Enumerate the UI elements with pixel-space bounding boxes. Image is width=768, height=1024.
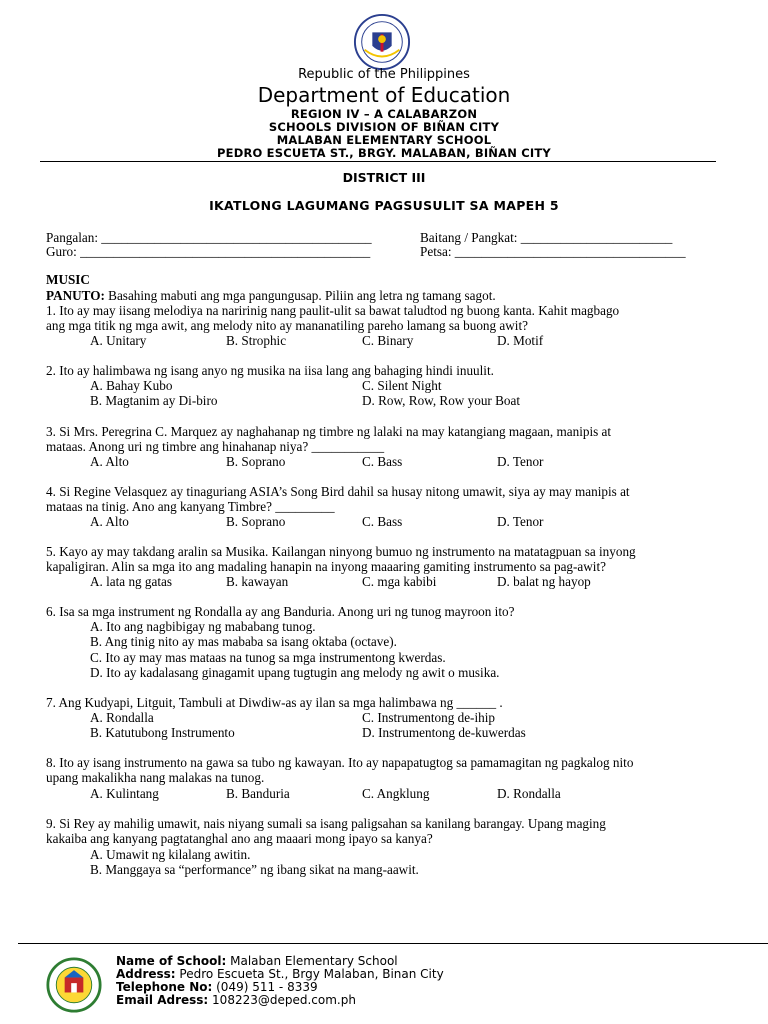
- question-3-line-2: mataas. Anong uri ng timbre ang hinahanap niya? ___________: [46, 439, 385, 454]
- question-6-choice-b[interactable]: B. Ang tinig nito ay mas mababa sa isang oktaba (octave).: [90, 634, 397, 649]
- question-2-line-1: 2. Ito ay halimbawa ng isang anyo ng musika na iisa lang ang bahaging hindi inuulit.: [46, 363, 494, 378]
- question-4-choice-c[interactable]: C. Bass: [362, 514, 403, 529]
- question-3-choice-a[interactable]: A. Alto: [90, 454, 129, 469]
- question-3-choice-b[interactable]: B. Soprano: [226, 454, 286, 469]
- question-1-choice-d[interactable]: D. Motif: [497, 333, 544, 348]
- instructions: [46, 288, 496, 303]
- question-7-choice-a[interactable]: A. Rondalla: [90, 710, 154, 725]
- question-8-choice-c[interactable]: C. Angklung: [362, 786, 430, 801]
- footer-address-value: Pedro Escueta St., Brgy Malaban, Binan City: [175, 967, 444, 981]
- question-9-choice-b[interactable]: B. Manggaya sa “performance” ng ibang sikat na mang-aawit.: [90, 862, 419, 877]
- question-4-choice-a[interactable]: A. Alto: [90, 514, 129, 529]
- question-2-choice-a[interactable]: A. Bahay Kubo: [90, 378, 173, 393]
- grade-field[interactable]: Baitang / Pangkat: _______________________: [420, 230, 673, 245]
- question-2-choice-b[interactable]: B. Magtanim ay Di-biro: [90, 393, 218, 408]
- date-field[interactable]: Petsa: ___________________________________: [420, 244, 686, 259]
- question-8-line-1: 8. Ito ay isang instrumento na gawa sa tubo ng kawayan. Ito ay napapatugtog sa pamamagitan ng pagkalog nito: [46, 755, 634, 770]
- question-7-choice-d[interactable]: D. Instrumentong de-kuwerdas: [362, 725, 526, 740]
- question-9-line-2: kakaiba ang kanyang pagtatanghal ano ang maaari mong ipayo sa kanya?: [46, 831, 433, 846]
- footer-email-value[interactable]: 108223@deped.com.ph: [208, 993, 356, 1007]
- question-8-choice-d[interactable]: D. Rondalla: [497, 786, 561, 801]
- district-line: DISTRICT III: [342, 170, 426, 185]
- question-9-line-1: 9. Si Rey ay mahilig umawit, nais niyang sumali sa isang paligsahan sa kanilang barangay. Upang maging: [46, 816, 606, 831]
- question-6-choice-a[interactable]: A. Ito ang nagbibigay ng mababang tunog.: [90, 619, 316, 634]
- question-1-choice-b[interactable]: B. Strophic: [226, 333, 287, 348]
- question-4-choice-d[interactable]: D. Tenor: [497, 514, 544, 529]
- question-1-line-2: ang mga titik ng mga awit, ang melody nito ay mananatiling pareho lamang sa buong awit?: [46, 318, 528, 333]
- question-3-line-1: 3. Si Mrs. Peregrina C. Marquez ay naghahanap ng timbre ng lalaki na may katangiang magaan, manipis at: [46, 424, 612, 439]
- question-5-line-1: 5. Kayo ay may takdang aralin sa Musika. Kailangan ninyong bumuo ng instrumento na matatagpuan sa inyong: [46, 544, 636, 559]
- school-seal-logo: [46, 957, 102, 1013]
- question-5-choice-a[interactable]: A. lata ng gatas: [90, 574, 173, 589]
- deped-seal-logo: [353, 13, 411, 71]
- footer-divider: [18, 943, 768, 944]
- question-4-line-1: 4. Si Regine Velasquez ay tinaguriang ASIA’s Song Bird dahil sa husay nitong umawit, siya ay may manipis at: [46, 484, 630, 499]
- footer-tel-value: (049) 511 - 8339: [212, 980, 318, 994]
- footer-name-value: Malaban Elementary School: [226, 954, 398, 968]
- question-1-choice-c[interactable]: C. Binary: [362, 333, 414, 348]
- question-5-choice-c[interactable]: C. mga kabibi: [362, 574, 437, 589]
- footer-address-label: Address:: [116, 967, 176, 981]
- question-8-line-2: upang makalikha nang malakas na tunog.: [46, 770, 265, 785]
- question-7-choice-c[interactable]: C. Instrumentong de-ihip: [362, 710, 495, 725]
- header-divider: [40, 161, 716, 162]
- teacher-field[interactable]: Guro: ____________________________________________: [46, 244, 371, 259]
- question-3-choice-d[interactable]: D. Tenor: [497, 454, 544, 469]
- question-2-choice-c[interactable]: C. Silent Night: [362, 378, 442, 393]
- question-8-choice-b[interactable]: B. Banduria: [226, 786, 290, 801]
- footer-name-label: Name of School:: [116, 954, 227, 968]
- region-line: REGION IV – A CALABARZON: [290, 107, 478, 121]
- question-5-line-2: kapaligiran. Alin sa mga ito ang madaling hanapin na inyong maaaring gamiting instrumento sa pag-awit?: [46, 559, 606, 574]
- question-4-line-2: mataas na tinig. Ano ang kanyang Timbre? _________: [46, 499, 335, 514]
- question-6-line-1: 6. Isa sa mga instrument ng Rondalla ay ang Banduria. Anong uri ng tunog mayroon ito?: [46, 604, 515, 619]
- question-1-line-1: 1. Ito ay may iisang melodiya na naririnig nang paulit-ulit sa bawat taludtod ng buong kanta. Kahit magbago: [46, 303, 620, 318]
- name-field[interactable]: Pangalan: _________________________________________: [46, 230, 372, 245]
- question-4-choice-b[interactable]: B. Soprano: [226, 514, 286, 529]
- footer-tel-label: Telephone No:: [116, 980, 213, 994]
- question-7-choice-b[interactable]: B. Katutubong Instrumento: [90, 725, 235, 740]
- panuto-label: PANUTO:: [46, 288, 105, 303]
- question-2-choice-d[interactable]: D. Row, Row, Row your Boat: [362, 393, 521, 408]
- question-9-choice-a[interactable]: A. Umawit ng kilalang awitin.: [90, 847, 251, 862]
- division-line: SCHOOLS DIVISION OF BIÑAN CITY: [268, 120, 500, 134]
- question-7-line-1: 7. Ang Kudyapi, Litguit, Tambuli at Diwdiw-as ay ilan sa mga halimbawa ng ______ .: [46, 695, 503, 710]
- question-5-choice-b[interactable]: B. kawayan: [226, 574, 289, 589]
- question-6-choice-d[interactable]: D. Ito ay kadalasang ginagamit upang tugtugin ang melody ng awit o musika.: [90, 665, 500, 680]
- subject-heading: MUSIC: [46, 272, 90, 287]
- department-title: Department of Education: [257, 83, 511, 107]
- question-3-choice-c[interactable]: C. Bass: [362, 454, 403, 469]
- address-line: PEDRO ESCUETA ST., BRGY. MALABAN, BIÑAN CITY: [217, 146, 551, 160]
- question-6-choice-c[interactable]: C. Ito ay may mas mataas na tunog sa mga instrumentong kwerdas.: [90, 650, 446, 665]
- footer-email-label: Email Adress:: [116, 993, 209, 1007]
- test-title: IKATLONG LAGUMANG PAGSUSULIT SA MAPEH 5: [209, 198, 559, 213]
- panuto-text: Basahing mabuti ang mga pangungusap. Piliin ang letra ng tamang sagot.: [104, 288, 496, 303]
- question-5-choice-d[interactable]: D. balat ng hayop: [497, 574, 591, 589]
- republic-line: Republic of the Philippines: [298, 67, 470, 82]
- footer-email[interactable]: [116, 994, 356, 1007]
- school-line: MALABAN ELEMENTARY SCHOOL: [276, 133, 492, 147]
- question-8-choice-a[interactable]: A. Kulintang: [90, 786, 159, 801]
- question-1-choice-a[interactable]: A. Unitary: [90, 333, 147, 348]
